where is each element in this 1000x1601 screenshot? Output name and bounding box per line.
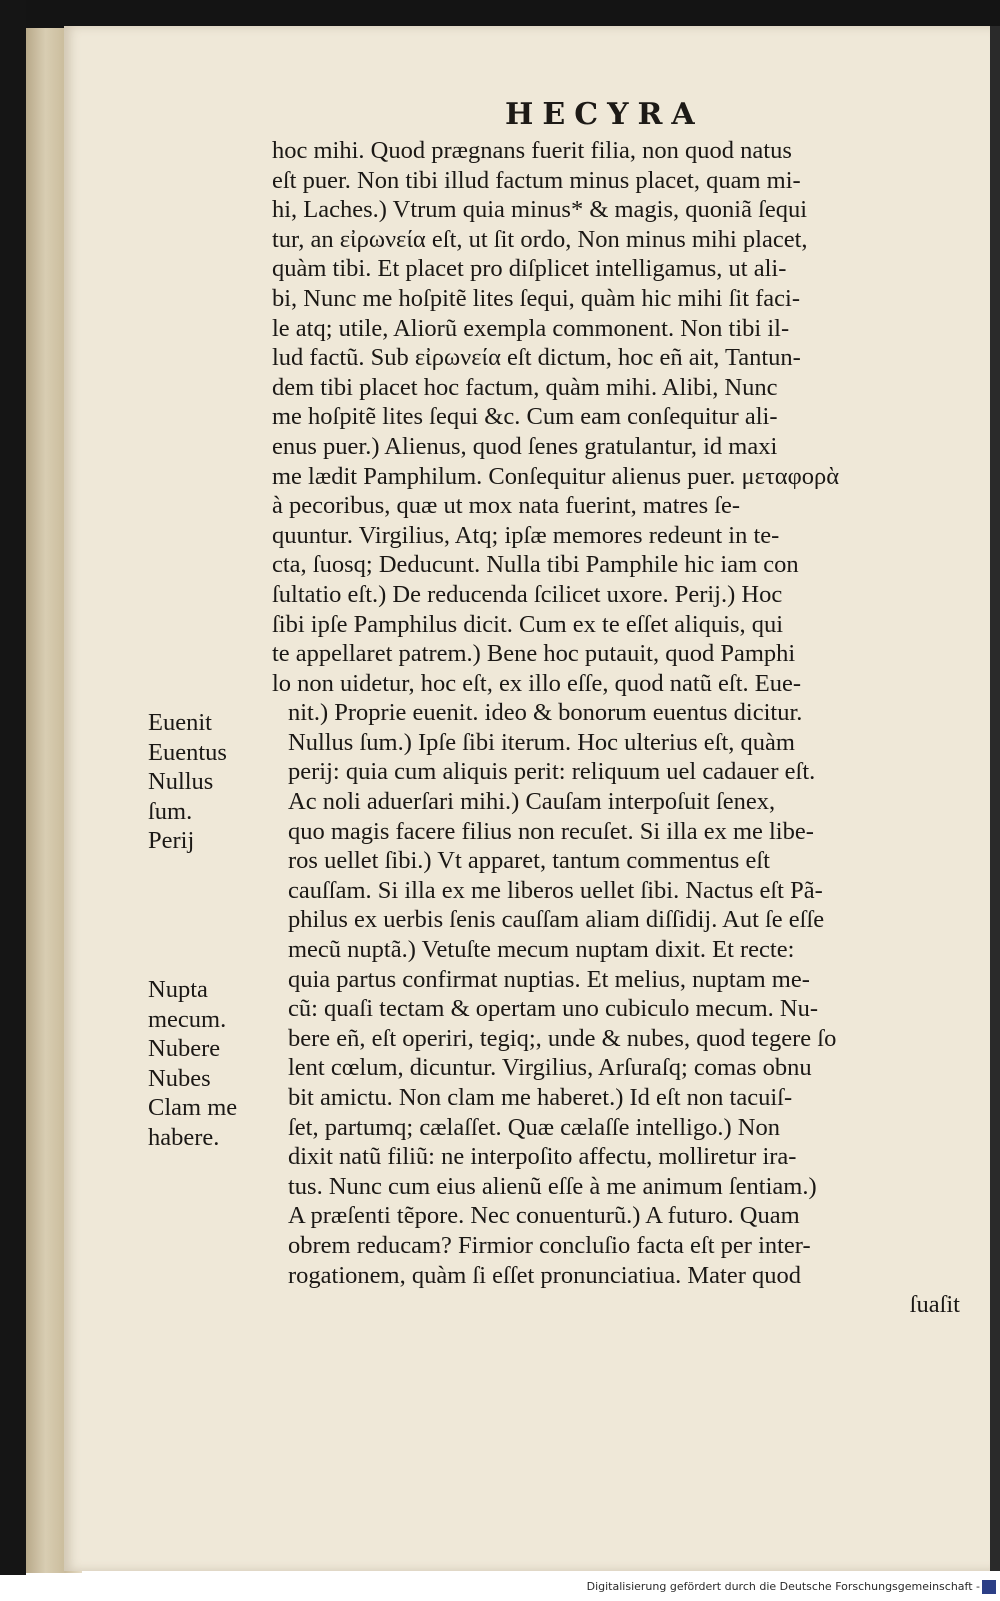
- text-line: dem tibi placet hoc factum, quàm mihi. Alibi, Nunc: [272, 373, 778, 401]
- text-line: Ac noli aduerſari mihi.) Cauſam interpoſuit ſenex,: [288, 788, 776, 816]
- text-line: obrem reducam? Firmior concluſio facta eſt per inter-: [288, 1231, 811, 1259]
- body-text: [272, 136, 960, 1320]
- marginal-notes-lower: [148, 975, 237, 1153]
- text-line: bi, Nunc me hoſpitẽ lites ſequi, quàm hic mihi ſit faci-: [272, 284, 800, 312]
- text-line: eſt puer. Non tibi illud factum minus placet, quam mi-: [272, 166, 801, 194]
- text-line: enus puer.) Alienus, quod ſenes gratulantur, id maxi: [272, 432, 778, 460]
- text-line: lent cœlum, dicuntur. Virgilius, Arſuraſq; comas obnu: [288, 1054, 812, 1082]
- marginal-note: Euenit: [148, 709, 212, 736]
- text-line: lo non uidetur, hoc eſt, ex illo eſſe, quod natũ eſt. Eue-: [272, 669, 802, 697]
- text-line: cauſſam. Si illa ex me liberos uellet ſibi. Nactus eſt Pã-: [288, 876, 823, 904]
- marginal-note: Clam me: [148, 1094, 238, 1122]
- text-line: bere eñ, eſt operiri, tegiq;, unde & nubes, quod tegere ſo: [288, 1024, 837, 1052]
- text-line: hoc mihi. Quod prægnans fuerit filia, non quod natus: [272, 137, 792, 164]
- scan-right-border: [990, 26, 1000, 1571]
- text-line: dixit natũ filiũ: ne interpoſito affectu, molliretur ira-: [288, 1143, 797, 1171]
- text-line: nit.) Proprie euenit. ideo & bonorum euentus dicitur.: [288, 699, 803, 727]
- text-line: tur, an εἰρωνεία eſt, ut ſit ordo, Non minus mihi placet,: [272, 225, 808, 253]
- text-line: mecũ nuptã.) Vetuſte mecum nuptam dixit. Et recte:: [288, 936, 795, 964]
- text-line: me hoſpitẽ lites ſequi &c. Cum eam conſequitur ali-: [272, 403, 778, 431]
- marginal-note: Nullus: [148, 768, 214, 796]
- marginal-note: mecum.: [148, 1005, 227, 1033]
- text-line: quuntur. Virgilius, Atq; ipſæ memores redeunt in te-: [272, 521, 780, 549]
- text-line: cta, ſuosq; Deducunt. Nulla tibi Pamphile hic iam con: [272, 551, 799, 579]
- marginal-note: ſum.: [148, 797, 193, 825]
- text-line: quia partus confirmat nuptias. Et melius, nuptam me-: [288, 965, 810, 993]
- text-line: hi, Laches.) Vtrum quia minus* & magis, quoniã ſequi: [272, 196, 808, 224]
- marginal-note: Nupta: [148, 976, 208, 1003]
- text-line: tus. Nunc cum eius alienũ eſſe à me animum ſentiam.): [288, 1172, 817, 1200]
- text-line: lud factũ. Sub εἰρωνεία eſt dictum, hoc eñ ait, Tantun-: [272, 344, 801, 372]
- catchword: ſuaſit: [909, 1291, 960, 1319]
- marginal-note: Perij: [148, 827, 195, 855]
- text-line: ſibi ipſe Pamphilus dicit. Cum ex te eſſet aliquis, qui: [272, 610, 784, 638]
- text-line: ſultatio eſt.) De reducenda ſcilicet uxore. Perij.) Hoc: [272, 580, 783, 608]
- text-line: bit amictu. Non clam me haberet.) Id eſt non tacuiſ-: [288, 1084, 793, 1111]
- marginal-note: Nubes: [148, 1064, 211, 1092]
- text-line: ros uellet ſibi.) Vt apparet, tantum commentus eſt: [288, 847, 770, 875]
- running-head: HECYRA: [505, 97, 704, 132]
- text-line: te appellaret patrem.) Bene hoc putauit, quod Pamphi: [272, 640, 796, 668]
- text-line: à pecoribus, quæ ut mox nata fuerint, matres ſe-: [272, 492, 741, 520]
- text-line: quàm tibi. Et placet pro diſplicet intelligamus, ut ali-: [272, 255, 787, 283]
- dfg-credit: Digitalisierung gefördert durch die Deutsche Forschungsgemeinschaft -: [586, 1580, 980, 1593]
- marginal-notes-upper: [148, 708, 227, 856]
- text-line: quo magis facere filius non recuſet. Si illa ex me libe-: [288, 817, 814, 845]
- marginal-note: Nubere: [148, 1035, 221, 1063]
- text-line: perij: quia cum aliquis perit: reliquum uel cadauer eſt.: [288, 758, 816, 786]
- text-line: le atq; utile, Aliorũ exempla commonent. Non tibi il-: [272, 314, 790, 342]
- marginal-note: Euentus: [148, 738, 227, 766]
- text-line: Nullus ſum.) Ipſe ſibi iterum. Hoc ulterius eſt, quàm: [288, 728, 795, 756]
- text-line: ſet, partumq; cælaſſet. Quæ cælaſſe intelligo.) Non: [288, 1113, 780, 1141]
- text-line: philus ex uerbis ſenis cauſſam aliam diſſidij. Aut ſe eſſe: [288, 906, 825, 934]
- scan-left-border: [0, 0, 26, 1575]
- text-line: A præſenti tẽpore. Nec conuenturũ.) A futuro. Quam: [288, 1202, 800, 1230]
- marginal-note: habere.: [148, 1123, 220, 1151]
- text-line: cũ: quaſi tectam & opertam uno cubiculo mecum. Nu-: [288, 995, 818, 1023]
- text-line: me lædit Pamphilum. Conſequitur alienus puer. μεταφορὰ: [272, 462, 840, 490]
- text-line: rogationem, quàm ſi eſſet pronunciatiua. Mater quod: [288, 1261, 801, 1289]
- dfg-logo-icon: [982, 1580, 996, 1594]
